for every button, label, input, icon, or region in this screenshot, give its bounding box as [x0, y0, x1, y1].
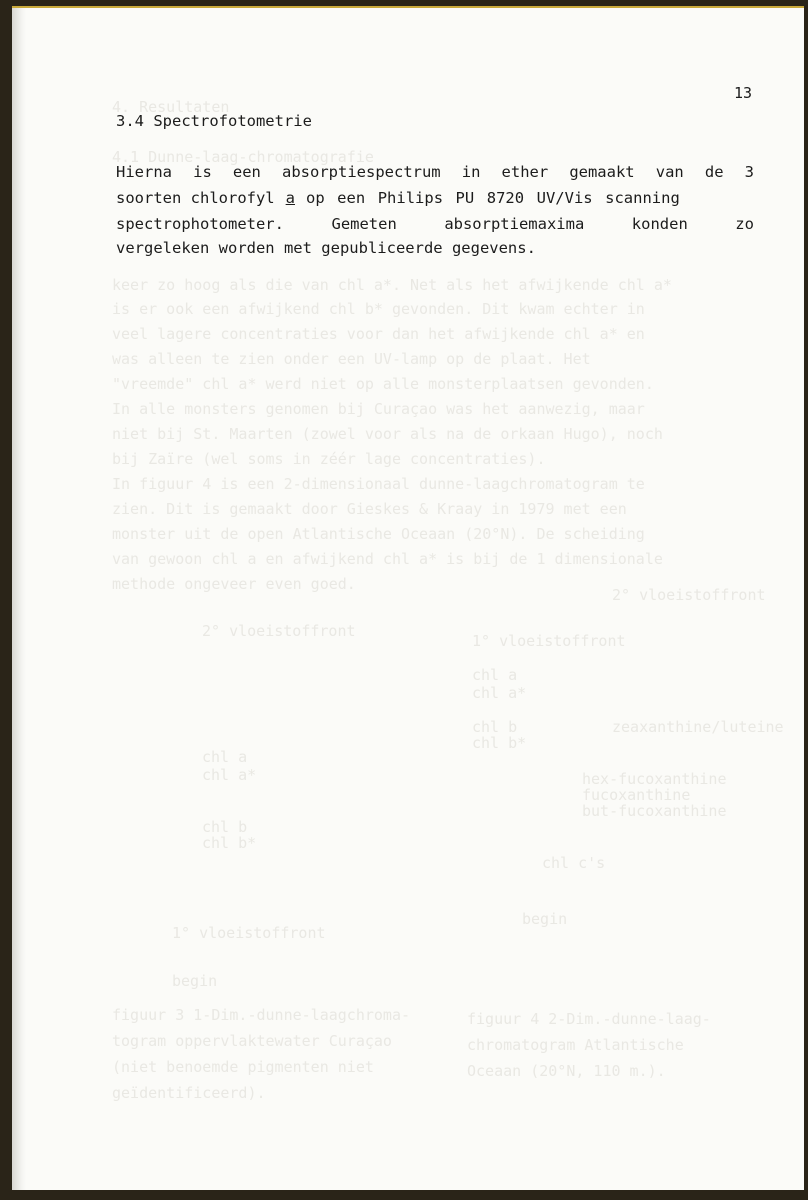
- word: in: [461, 163, 481, 181]
- word: zo: [735, 215, 754, 233]
- paragraph-line-2: [116, 189, 754, 207]
- page-spine-shadow: [12, 6, 26, 1190]
- word: absorptiespectrum: [282, 163, 441, 181]
- word: Hierna: [116, 163, 172, 181]
- text-segment: op een Philips PU 8720 UV/Vis scanning: [305, 189, 680, 207]
- word: ether: [501, 163, 549, 181]
- word: van: [655, 163, 684, 181]
- word: konden: [631, 215, 688, 233]
- text-segment: vergeleken worden met gepubliceerde gegevens.: [116, 239, 536, 257]
- word: gemaakt: [569, 163, 635, 181]
- word: spectrophotometer.: [116, 215, 284, 233]
- word: absorptiemaxima: [444, 215, 585, 233]
- text-segment: soorten chlorofyl: [116, 189, 275, 207]
- paragraph-line-1: [116, 163, 754, 181]
- word: een: [232, 163, 261, 181]
- paragraph-line-4: [116, 239, 754, 257]
- word: 3: [744, 163, 754, 181]
- page-top-edge: [12, 6, 804, 8]
- document-page: 4. Resultaten 4.1 Dunne-laag-chromatografie keer zo hoog als die van chl a*. Net als het afwijkende chl a* is er ook een afwijkend chl b* gevonden. Dit kwam echter in veel lagere concentraties voor dan het afwijkende chl a* en was alleen te zien onder een UV-lamp op de plaat. Het "vreemde" chl a* werd niet op alle monsterplaatsen gevonden. In alle monsters genomen bij Curaçao was het aanwezig, maar niet bij St. Maarten (zowel voor als na de orkaan Hugo), noch bij Zaïre (wel soms in zéér lage concentraties). In figuur 4 is een 2-dimensionaal dunne-laagchromatogram te zien. Dit is gemaakt door Gieskes & Kraay in 1979 met een monster uit de open Atlantische Oceaan (20°N). De scheiding van gewoon chl a en afwijkend chl a* is bij de 1 dimensionale methode ongeveer even goed. 2° vloeistoffront 2° vloeistoffront 1° vloeistoffront chl a chl a* chl b chl b* zeaxanthine/luteine hex-fucoxanthine fucoxanthine but-fucoxanthine chl a chl a* chl b chl b* chl c's begin 1° vloeistoffront begin figuur 3 1-Dim.-dunne-laagchroma- togram oppervlaktewater Curaçao (niet benoemde pigmenten niet geïdentificeerd). figuur 4 2-Dim.-dunne-laag- chromatogram Atlantische Oceaan (20°N, 110 m.). 13 3.4 Spectrofotometrie Hierna is een absorptiespectrum in ether gemaakt van de 3 soorten chlorofyl a op een Philips PU 8720 UV/Vis scanning spectrophotometer. Gemeten absorptiemaxima konden zo vergeleken worden met gepubliceerde gegevens.: [12, 6, 804, 1190]
- paragraph-line-3: [116, 215, 754, 233]
- word: Gemeten: [331, 215, 397, 233]
- page-number: 13: [734, 84, 753, 102]
- word: de: [704, 163, 724, 181]
- underlined-letter: a: [285, 189, 295, 207]
- section-heading: 3.4 Spectrofotometrie: [116, 112, 312, 130]
- word: is: [193, 163, 212, 181]
